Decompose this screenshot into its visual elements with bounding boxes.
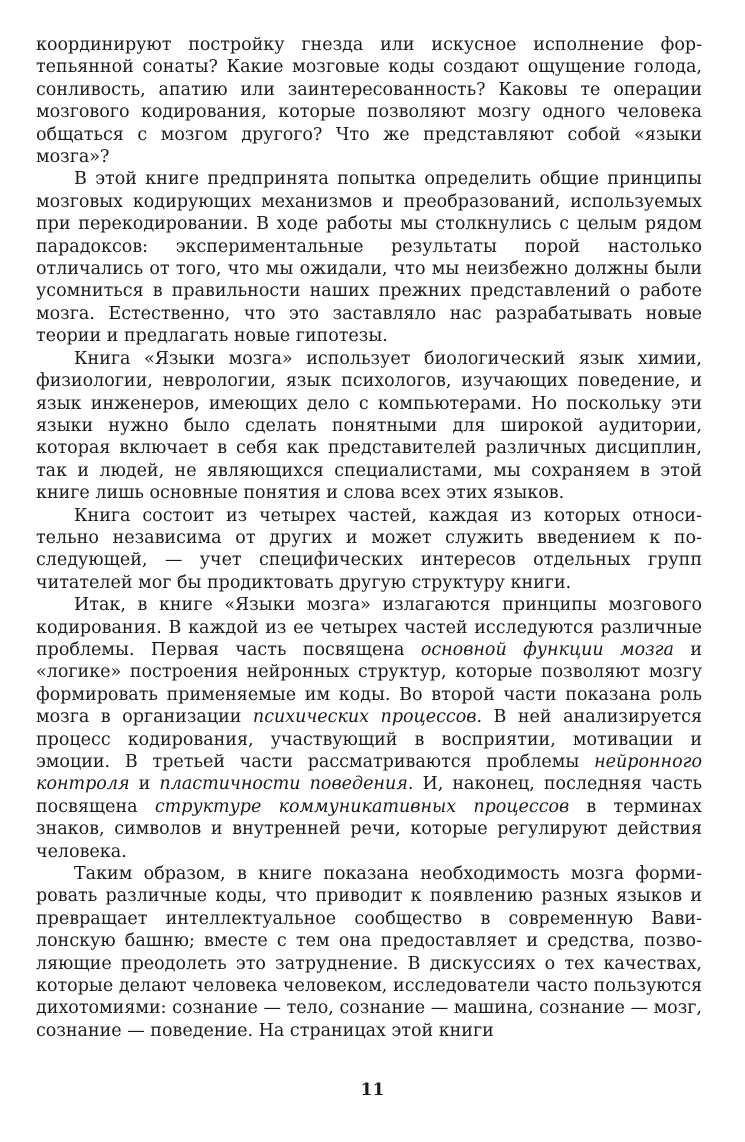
paragraph xyxy=(36,348,702,505)
italic-text-run: психических процессов. xyxy=(252,707,483,728)
paragraph xyxy=(36,505,702,595)
italic-text-run: структуре коммуникативных процессов xyxy=(154,796,570,817)
page-number: 11 xyxy=(360,1080,385,1100)
text-run: Итак, в книге «Языки мозга» излагаются принципы мозгового кодирования. В каждой из ее четырех частей исследуются различные проблемы. Первая часть посвящена xyxy=(36,595,702,660)
text-run: координируют постройку гнезда или искусное исполнение фортепьянной сонаты? Какие мозговые коды создают ощущение голода, сонливость, апатию или заинтересованность? Каковы те операции мозгового кодирования, которые позволяют мозгу одного человека общаться с мозгом другого? Что же представляют собой «языки мозга»? xyxy=(36,35,702,168)
paragraph xyxy=(36,863,702,1042)
text-run: в терминах знаков, символов и внутренней речи, которые регулируют действия человека. xyxy=(36,796,702,862)
paragraph xyxy=(36,594,702,863)
text-run: В этой книге предпринята попытка определить общие принципы мозговых кодирующих механизмов и преобразований, используемых при перекодировании. В ходе работы мы столкнулись с целым рядом парадоксов: экспериментальные результаты порой настолько отличались от того, что мы ожидали, что мы неизбежно должны были усомниться в правильности наших прежних представлений о работе мозга. Естественно, что это заставляло нас разрабатывать новые теории и предлагать новые гипотезы. xyxy=(36,169,702,347)
text-run: Книга «Языки мозга» использует биологический язык химии, физиологии, неврологии, язык психологов, изучающих поведение, и язык инженеров, имеющих дело с компьютерами. Но поскольку эти языки нужно было сделать понятными для широкой аудитории, которая включает в себя как представителей различных дисциплин, так и людей, не являющихся специалистами, мы сохраняем в этой книге лишь основные понятия и слова всех этих языков. xyxy=(36,348,702,504)
italic-text-run: пластичности поведения. xyxy=(159,774,414,795)
italic-text-run: нейронного контроля xyxy=(36,752,702,795)
paragraph xyxy=(36,168,702,347)
text-run: и xyxy=(129,774,160,795)
text-run: Таким образом, в книге показана необходимость мозга формировать различные коды, что приводит к появлению разных языков и превращает интеллектуальное сообщество в современную Вавилонскую башню; вместе с тем она предоставляет и средства, позволяющие преодолеть это затруднение. В дискуссиях о тех качествах, которые делают человека человеком, исследователи часто пользуются дихотомиями: сознание — тело, сознание — машина, сознание — мозг, сознание — поведение. На страницах этой книги xyxy=(36,864,702,1041)
text-run: В ней анализируется процесс кодирования, участвующий в восприятии, мотивации и эмоции. В третьей части рассматриваются проблемы xyxy=(36,707,702,772)
italic-text-run: основной функции мозга xyxy=(420,639,674,660)
page-body xyxy=(36,34,702,1042)
text-run: и «логике» построения нейронных структур, которые позволяют мозгу формировать применяемые им коды. Во второй части показана роль мозга в организации xyxy=(36,639,702,728)
paragraph xyxy=(36,34,702,168)
text-run: И, наконец, последняя часть посвящена xyxy=(36,774,702,817)
text-run: Книга состоит из четырех частей, каждая из которых относительно независима от других и может служить введением к последующей, — учет специфических интересов отдельных групп читателей мог бы продиктовать другую структуру книги. xyxy=(36,505,702,593)
